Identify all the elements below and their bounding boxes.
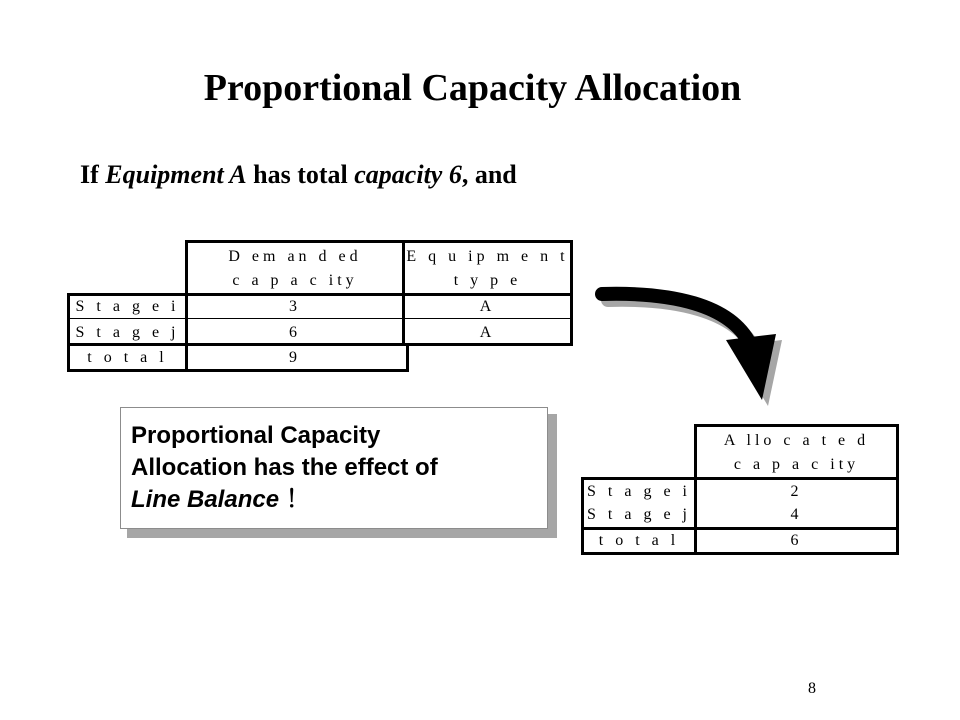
intro-and: , and (461, 160, 517, 189)
note-line-2: Allocation has the effect of (131, 454, 438, 481)
stage-j-label: S t a g e j (75, 324, 180, 341)
intro-sentence (80, 160, 517, 190)
curved-arrow-icon (590, 280, 790, 420)
alloc-stage-i-label: S t a g e i (587, 483, 691, 500)
header-equipment-line1: E q u ip m e n t (406, 248, 569, 265)
note-exclaim: ！ (285, 486, 310, 513)
intro-capacity: capacity 6 (354, 160, 462, 189)
total-label: t o t a l (87, 349, 168, 366)
alloc-total-value: 6 (790, 532, 803, 549)
alloc-stage-i-value: 2 (790, 483, 803, 500)
total-value: 9 (289, 349, 301, 366)
alloc-stage-j-value: 4 (790, 506, 803, 523)
note-box (120, 407, 548, 529)
stage-i-demanded: 3 (289, 298, 301, 315)
stage-i-label: S t a g e i (75, 298, 180, 315)
stage-i-type: A (479, 298, 496, 315)
stage-j-type: A (479, 324, 496, 341)
allocated-header-line1: A llo c a t e d (723, 432, 870, 449)
intro-if: If (80, 160, 99, 189)
row-divider (67, 318, 573, 319)
slide-title: Proportional Capacity Allocation (203, 67, 742, 109)
allocated-header-line2: c a p a c ity (733, 456, 860, 473)
page-number: 8 (808, 680, 816, 697)
alloc-total-label: t o t a l (598, 532, 680, 549)
header-demanded-line2: c a p a c ity (232, 272, 358, 289)
note-line-balance: Line Balance (131, 486, 280, 513)
alloc-stage-j-label: S t a g e j (587, 506, 691, 523)
header-demanded-line1: D em an d ed (228, 248, 362, 265)
note-line-1: Proportional Capacity (131, 422, 381, 449)
stage-j-demanded: 6 (289, 324, 301, 341)
header-equipment-line2: t y p e (453, 272, 522, 289)
intro-equipment: Equipment A (105, 160, 247, 189)
intro-has-total: has total (253, 160, 348, 189)
note-line-3 (131, 484, 537, 516)
